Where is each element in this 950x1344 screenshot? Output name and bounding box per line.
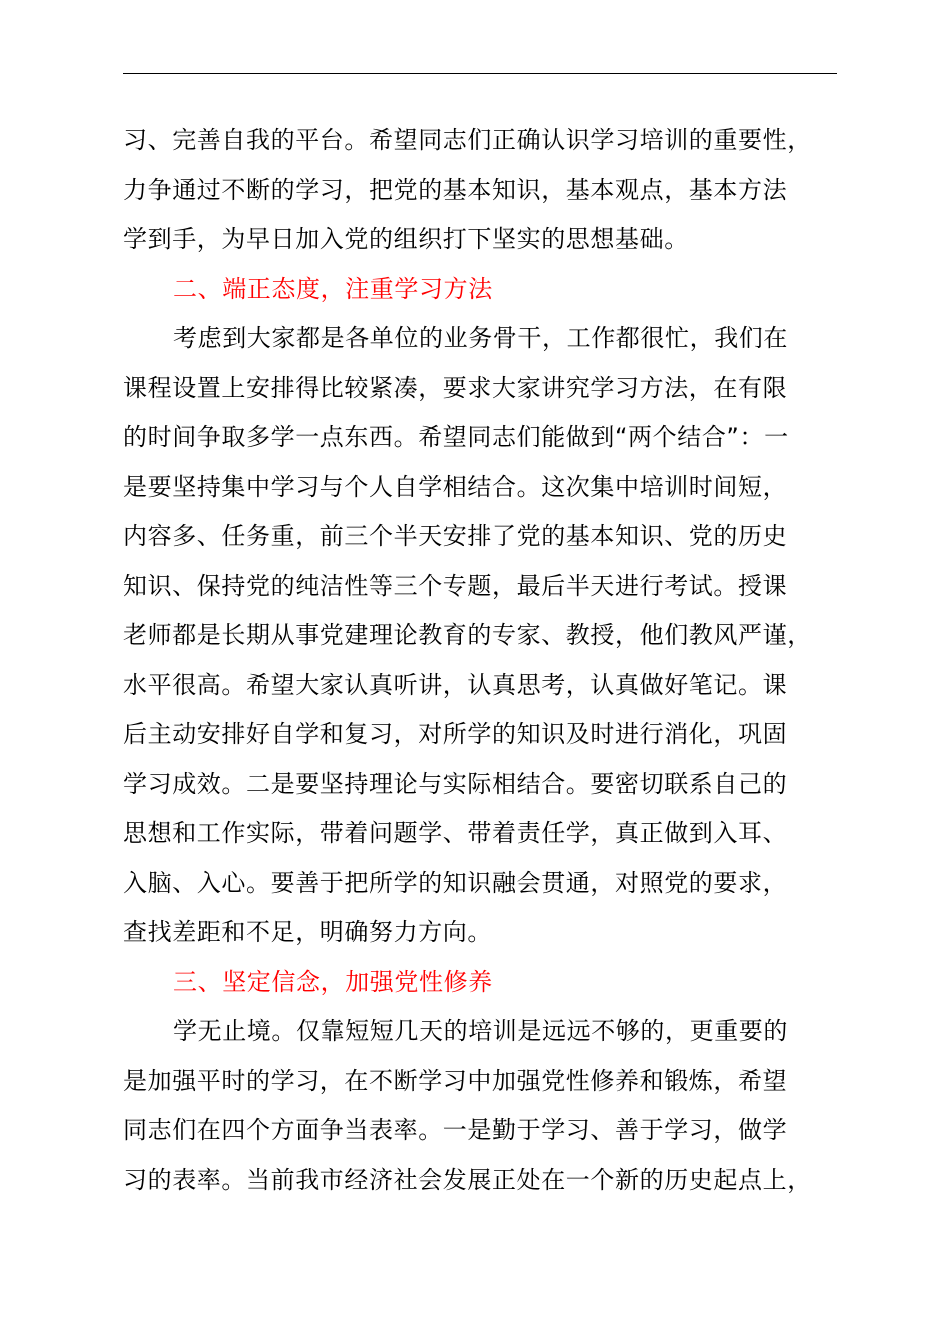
text-line: 老师都是长期从事党建理论教育的专家、教授，他们教风严谨， — [123, 621, 812, 649]
text-line: 查找差距和不足，明确努力方向。 — [123, 918, 492, 946]
text-line: 思想和工作实际，带着问题学、带着责任学，真正做到入耳、 — [123, 819, 788, 847]
text-line: 后主动安排好自学和复习，对所学的知识及时进行消化，巩固 — [123, 720, 788, 748]
text-line: 知识、保持党的纯洁性等三个专题，最后半天进行考试。授课 — [123, 571, 788, 600]
text-line: 习的表率。当前我市经济社会发展正处在一个新的历史起点上， — [123, 1165, 812, 1194]
text-line: 学习成效。二是要坚持理论与实际相结合。要密切联系自己的 — [123, 769, 788, 798]
text-line: 内容多、任务重，前三个半天安排了党的基本知识、党的历史 — [123, 522, 788, 550]
text-line: 力争通过不断的学习，把党的基本知识，基本观点，基本方法 — [123, 175, 788, 204]
header-rule — [123, 73, 837, 74]
text-line: 是加强平时的学习，在不断学习中加强党性修养和锻炼，希望 — [123, 1066, 788, 1095]
section-heading-2: 二、端正态度，注重学习方法 — [173, 274, 493, 303]
text-line: 入脑、入心。要善于把所学的知识融会贯通，对照党的要求， — [123, 868, 788, 897]
text-line: 学到手，为早日加入党的组织打下坚实的思想基础。 — [123, 225, 689, 253]
text-line: 学无止境。仅靠短短几天的培训是远远不够的，更重要的 — [173, 1017, 788, 1045]
text-line: 水平很高。希望大家认真听讲，认真思考，认真做好笔记。课 — [123, 670, 788, 699]
text-line: 是要坚持集中学习与个人自学相结合。这次集中培训时间短， — [123, 472, 788, 501]
section-heading-3: 三、坚定信念，加强党性修养 — [173, 967, 493, 996]
text-line: 同志们在四个方面争当表率。一是勤于学习、善于学习，做学 — [123, 1116, 788, 1144]
text-line: 考虑到大家都是各单位的业务骨干，工作都很忙，我们在 — [173, 324, 788, 352]
text-line: 的时间争取多学一点东西。希望同志们能做到“两个结合”：一 — [123, 423, 789, 451]
text-line: 习、完善自我的平台。希望同志们正确认识学习培训的重要性， — [123, 126, 812, 154]
document-body — [123, 116, 863, 1205]
text-line: 课程设置上安排得比较紧凑，要求大家讲究学习方法，在有限 — [123, 373, 788, 402]
